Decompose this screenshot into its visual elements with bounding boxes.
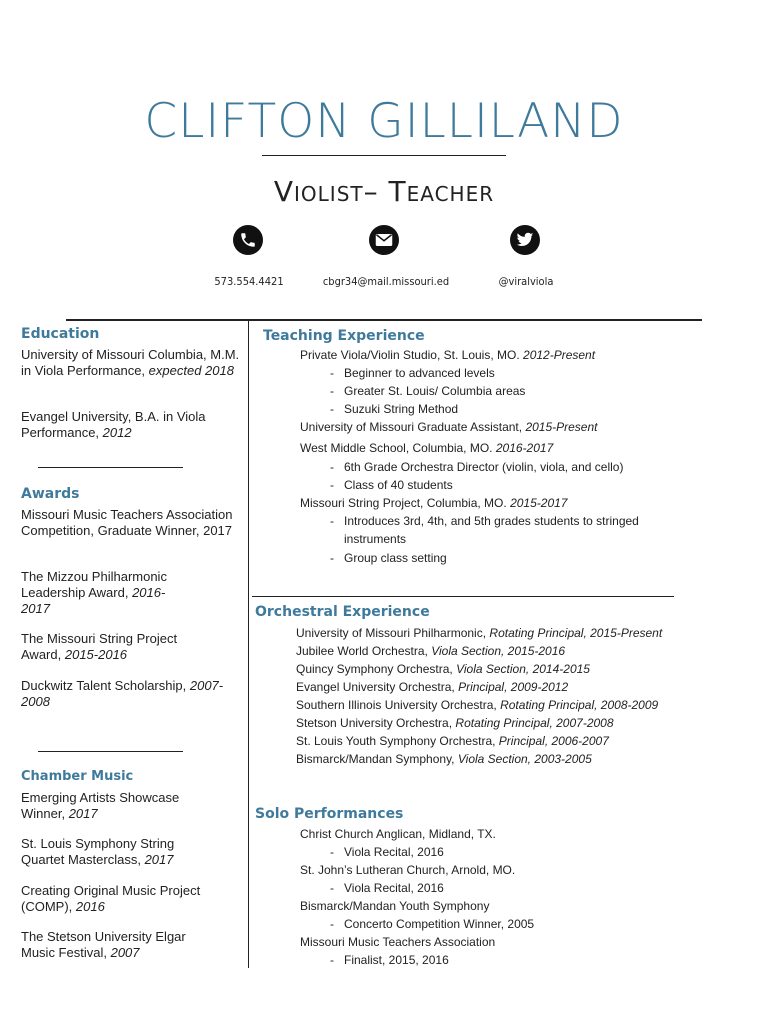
solo-venue: Christ Church Anglican, Midland, TX. (300, 827, 496, 841)
teaching-entry: Missouri String Project, Columbia, MO. 2015-2017 (300, 496, 568, 510)
orchestral-item: St. Louis Youth Symphony Orchestra, Principal, 2006-2007 (296, 734, 609, 748)
education-heading: Education (21, 326, 100, 342)
email-address[interactable]: cbgr34@mail.missouri.ed (322, 275, 450, 288)
chamber-item: St. Louis Symphony String Quartet Masterclass, 2017 (21, 836, 175, 867)
bullet-item: - 6th Grade Orchestra Director (violin, viola, and cello) (330, 460, 624, 474)
award-item: Duckwitz Talent Scholarship, 2007-2008 (21, 678, 224, 709)
name-underline (262, 155, 506, 156)
bullet-item: - Finalist, 2015, 2016 (330, 953, 449, 967)
awards-heading: Awards (21, 486, 80, 502)
bullet-item: - Group class setting (330, 551, 447, 565)
twitter-handle[interactable]: @viralviola (498, 275, 554, 288)
solo-venue: Missouri Music Teachers Association (300, 935, 496, 949)
award-item: Missouri Music Teachers Association Competition, Graduate Winner, 2017 (21, 507, 233, 538)
teaching-entry: West Middle School, Columbia, MO. 2016-2017 (300, 441, 554, 455)
bullet-item: - Viola Recital, 2016 (330, 881, 444, 895)
phone-icon[interactable] (233, 225, 263, 255)
education-item: Evangel University, B.A. in Viola Performance, 2012 (21, 409, 206, 440)
bullet-item: - Suzuki String Method (330, 402, 459, 416)
orchestral-item: Evangel University Orchestra, Principal, 2009-2012 (296, 680, 569, 694)
bullet-item: - Class of 40 students (330, 478, 453, 492)
teaching-heading: Teaching Experience (263, 328, 425, 344)
chamber-item: Creating Original Music Project (COMP), 2016 (21, 883, 201, 914)
award-item: The Mizzou Philharmonic Leadership Award, 2016-2017 (21, 569, 167, 616)
teaching-entry: Private Viola/Violin Studio, St. Louis, MO. 2012-Present (300, 348, 596, 362)
award-item: The Missouri String Project Award, 2015-2016 (21, 631, 178, 662)
orchestral-item: Bismarck/Mandan Symphony, Viola Section, 2003-2005 (296, 752, 592, 766)
twitter-icon[interactable] (510, 225, 540, 255)
orchestral-heading: Orchestral Experience (255, 604, 430, 620)
resume-subtitle: Violist– Teacher (273, 175, 495, 208)
orchestral-item: Jubilee World Orchestra, Viola Section, 2015-2016 (296, 644, 566, 658)
chamber-item: Emerging Artists Showcase Winner, 2017 (21, 790, 180, 821)
left-divider-1 (38, 467, 183, 468)
bullet-item: - Viola Recital, 2016 (330, 845, 444, 859)
bullet-item: - Introduces 3rd, 4th, and 5th grades students to stringed instruments (330, 514, 639, 546)
left-divider-2 (38, 751, 183, 752)
orchestral-item: Stetson University Orchestra, Rotating Principal, 2007-2008 (296, 716, 614, 730)
solo-venue: Bismarck/Mandan Youth Symphony (300, 899, 490, 913)
solo-venue: St. John’s Lutheran Church, Arnold, MO. (300, 863, 516, 877)
orchestral-item: Quincy Symphony Orchestra, Viola Section, 2014-2015 (296, 662, 590, 676)
solo-heading: Solo Performances (255, 806, 404, 822)
email-icon[interactable] (369, 225, 399, 255)
bullet-item: - Greater St. Louis/ Columbia areas (330, 384, 526, 398)
section-divider-top (66, 319, 702, 321)
bullet-item: - Beginner to advanced levels (330, 366, 495, 380)
bullet-item: - Concerto Competition Winner, 2005 (330, 917, 535, 931)
education-item: University of Missouri Columbia, M.M. in Viola Performance, expected 2018 (21, 347, 240, 378)
section-divider-teaching (252, 596, 674, 597)
chamber-heading: Chamber Music (21, 769, 134, 784)
resume-name: CLIFTON GILLILAND (144, 94, 624, 149)
phone-number[interactable]: 573.554.4421 (214, 275, 284, 288)
chamber-item: The Stetson University Elgar Music Festival, 2007 (21, 929, 186, 960)
teaching-entry: University of Missouri Graduate Assistant, 2015-Present (300, 420, 598, 434)
orchestral-item: University of Missouri Philharmonic, Rotating Principal, 2015-Present (296, 626, 663, 640)
orchestral-item: Southern Illinois University Orchestra, Rotating Principal, 2008-2009 (296, 698, 659, 712)
